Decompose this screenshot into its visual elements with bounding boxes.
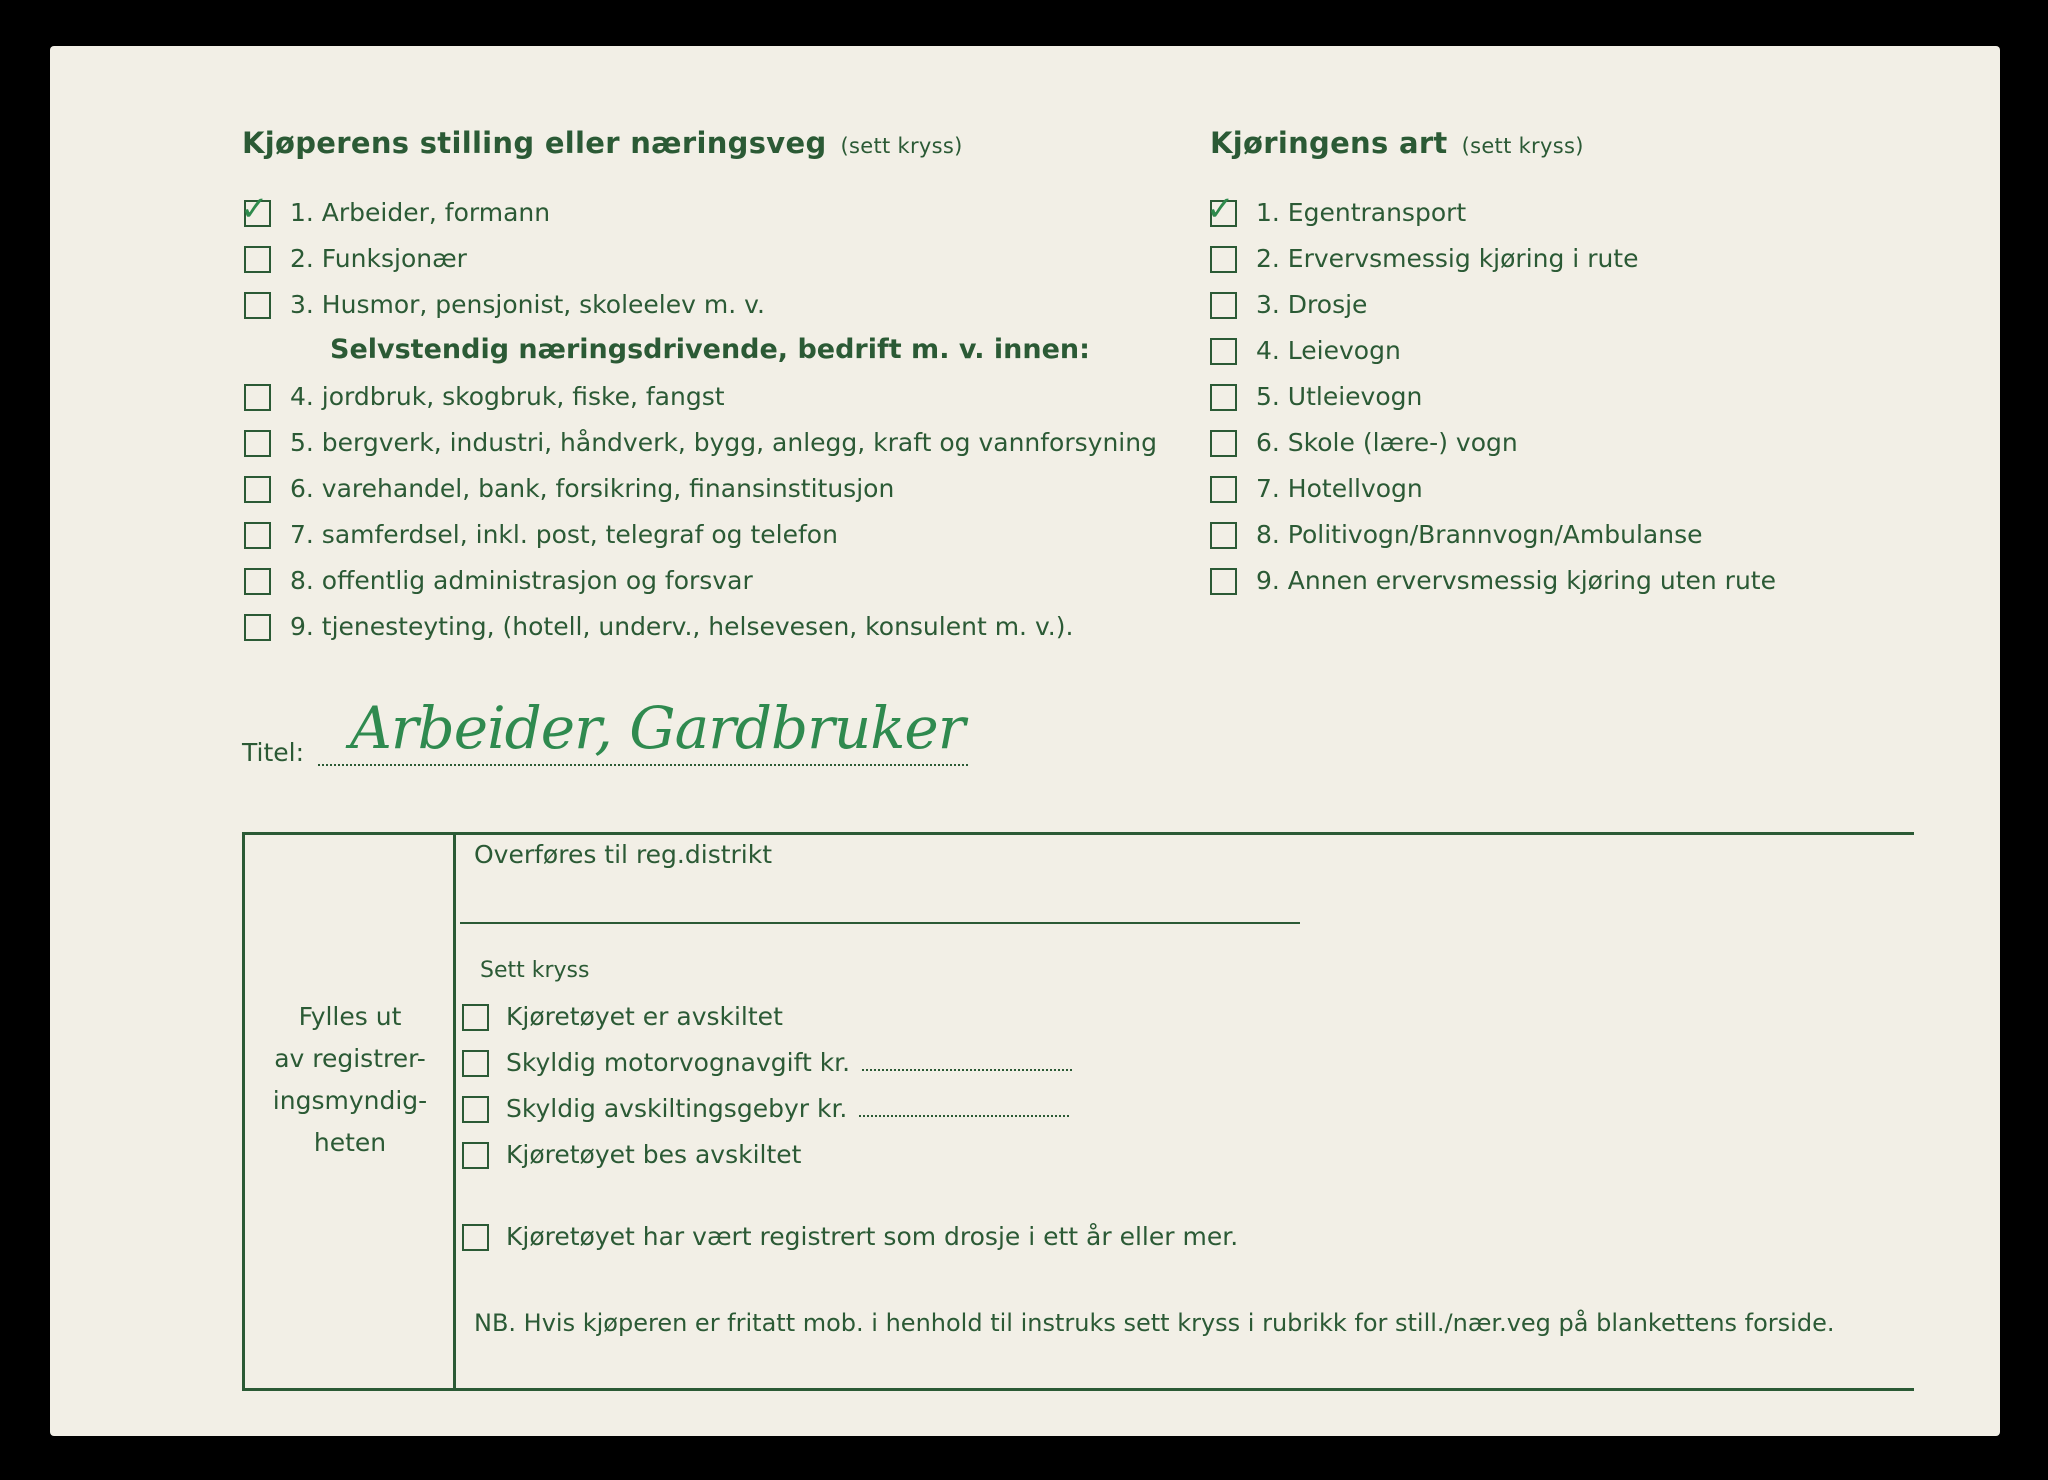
- amount-dotted-line[interactable]: [859, 1111, 1069, 1117]
- titel-label: Titel:: [242, 738, 304, 767]
- registry-option-avskiltingsgebyr: [506, 1092, 1069, 1126]
- nb-note: NB. Hvis kjøperen er fritatt mob. i henhold til instruks sett kryss i rubrikk for still./nær.veg på blankettens forside.: [474, 1309, 1835, 1337]
- option-text: Skyldig avskiltingsgebyr kr.: [506, 1094, 848, 1123]
- checkbox-driving-6[interactable]: [1210, 430, 1237, 457]
- checkbox-driving-7[interactable]: [1210, 476, 1237, 503]
- driving-option-7: 7. Hotellvogn: [1256, 474, 1423, 503]
- checkbox-occupation-9[interactable]: [244, 614, 271, 641]
- side-label-line: av registrer-: [274, 1044, 426, 1073]
- transfer-district-line[interactable]: [460, 922, 1300, 924]
- driving-option-9: 9. Annen ervervsmessig kjøring uten rute: [1256, 566, 1776, 595]
- checkbox-driving-5[interactable]: [1210, 384, 1237, 411]
- form-paper: [50, 46, 2000, 1436]
- checkbox-driving-1[interactable]: [1206, 189, 1237, 229]
- checkbox-occupation-8[interactable]: [244, 568, 271, 595]
- driving-option-1: 1. Egentransport: [1256, 198, 1467, 227]
- checkbox-driving-4[interactable]: [1210, 338, 1237, 365]
- driving-type-heading: [1210, 126, 1584, 160]
- checkmark-icon: ✓: [1206, 189, 1235, 229]
- checkbox-occupation-3[interactable]: [244, 292, 271, 319]
- side-label-line: Fylles ut: [298, 1002, 402, 1031]
- registry-box-divider: [453, 832, 456, 1391]
- checkbox-drosje-registrert[interactable]: [462, 1224, 489, 1251]
- heading-text: Kjøringens art: [1210, 126, 1448, 160]
- checkbox-driving-9[interactable]: [1210, 568, 1237, 595]
- registry-side-label: [250, 996, 450, 1164]
- checkbox-motorvognavgift[interactable]: [462, 1050, 489, 1077]
- checkmark-icon: ✓: [240, 189, 269, 229]
- sett-kryss-label: Sett kryss: [480, 958, 590, 983]
- transfer-district-label: Overføres til reg.distrikt: [474, 840, 773, 869]
- driving-option-5: 5. Utleievogn: [1256, 382, 1423, 411]
- checkbox-driving-2[interactable]: [1210, 246, 1237, 273]
- registry-option-avskiltet: Kjøretøyet er avskiltet: [506, 1002, 783, 1031]
- occupation-option-5: 5. bergverk, industri, håndverk, bygg, anlegg, kraft og vannforsyning: [290, 428, 1157, 457]
- checkbox-avskiltingsgebyr[interactable]: [462, 1096, 489, 1123]
- checkbox-occupation-2[interactable]: [244, 246, 271, 273]
- driving-option-2: 2. Ervervsmessig kjøring i rute: [1256, 244, 1639, 273]
- checkbox-driving-3[interactable]: [1210, 292, 1237, 319]
- occupation-option-2: 2. Funksjonær: [290, 244, 467, 273]
- occupation-option-1: 1. Arbeider, formann: [290, 198, 551, 227]
- occupation-option-4: 4. jordbruk, skogbruk, fiske, fangst: [290, 382, 725, 411]
- occupation-option-7: 7. samferdsel, inkl. post, telegraf og telefon: [290, 520, 838, 549]
- heading-note: (sett kryss): [840, 134, 963, 158]
- side-label-line: heten: [313, 1128, 387, 1157]
- self-employed-subheading: Selvstendig næringsdrivende, bedrift m. v. innen:: [330, 334, 1090, 365]
- registry-box-left-border: [242, 832, 245, 1391]
- titel-handwritten-value[interactable]: Arbeider, Gardbruker: [350, 694, 965, 762]
- checkbox-avskiltet[interactable]: [462, 1004, 489, 1031]
- heading-note: (sett kryss): [1461, 134, 1584, 158]
- driving-option-8: 8. Politivogn/Brannvogn/Ambulanse: [1256, 520, 1703, 549]
- checkbox-occupation-7[interactable]: [244, 522, 271, 549]
- option-text: Skyldig motorvognavgift kr.: [506, 1048, 851, 1077]
- side-label-line: ingsmyndig-: [272, 1086, 428, 1115]
- checkbox-occupation-1[interactable]: [240, 189, 271, 229]
- occupation-option-8: 8. offentlig administrasjon og forsvar: [290, 566, 753, 595]
- occupation-option-6: 6. varehandel, bank, forsikring, finansinstitusjon: [290, 474, 895, 503]
- checkbox-occupation-4[interactable]: [244, 384, 271, 411]
- registry-box-bottom-border: [242, 1388, 1914, 1391]
- driving-option-6: 6. Skole (lære-) vogn: [1256, 428, 1518, 457]
- heading-text: Kjøperens stilling eller næringsveg: [242, 126, 827, 160]
- occupation-option-3: 3. Husmor, pensjonist, skoleelev m. v.: [290, 290, 765, 319]
- titel-dotted-line: [318, 764, 968, 766]
- registry-option-motorvognavgift: [506, 1046, 1072, 1080]
- registry-option-bes-avskiltet: Kjøretøyet bes avskiltet: [506, 1140, 802, 1169]
- checkbox-occupation-5[interactable]: [244, 430, 271, 457]
- amount-dotted-line[interactable]: [862, 1065, 1072, 1071]
- registry-box-top-border: [242, 832, 1914, 835]
- driving-option-4: 4. Leievogn: [1256, 336, 1401, 365]
- buyer-occupation-heading: [242, 126, 963, 160]
- checkbox-occupation-6[interactable]: [244, 476, 271, 503]
- checkbox-driving-8[interactable]: [1210, 522, 1237, 549]
- registry-option-drosje: Kjøretøyet har vært registrert som drosje i ett år eller mer.: [506, 1222, 1239, 1251]
- driving-option-3: 3. Drosje: [1256, 290, 1368, 319]
- checkbox-bes-avskiltet[interactable]: [462, 1142, 489, 1169]
- occupation-option-9: 9. tjenesteyting, (hotell, underv., helsevesen, konsulent m. v.).: [290, 612, 1074, 641]
